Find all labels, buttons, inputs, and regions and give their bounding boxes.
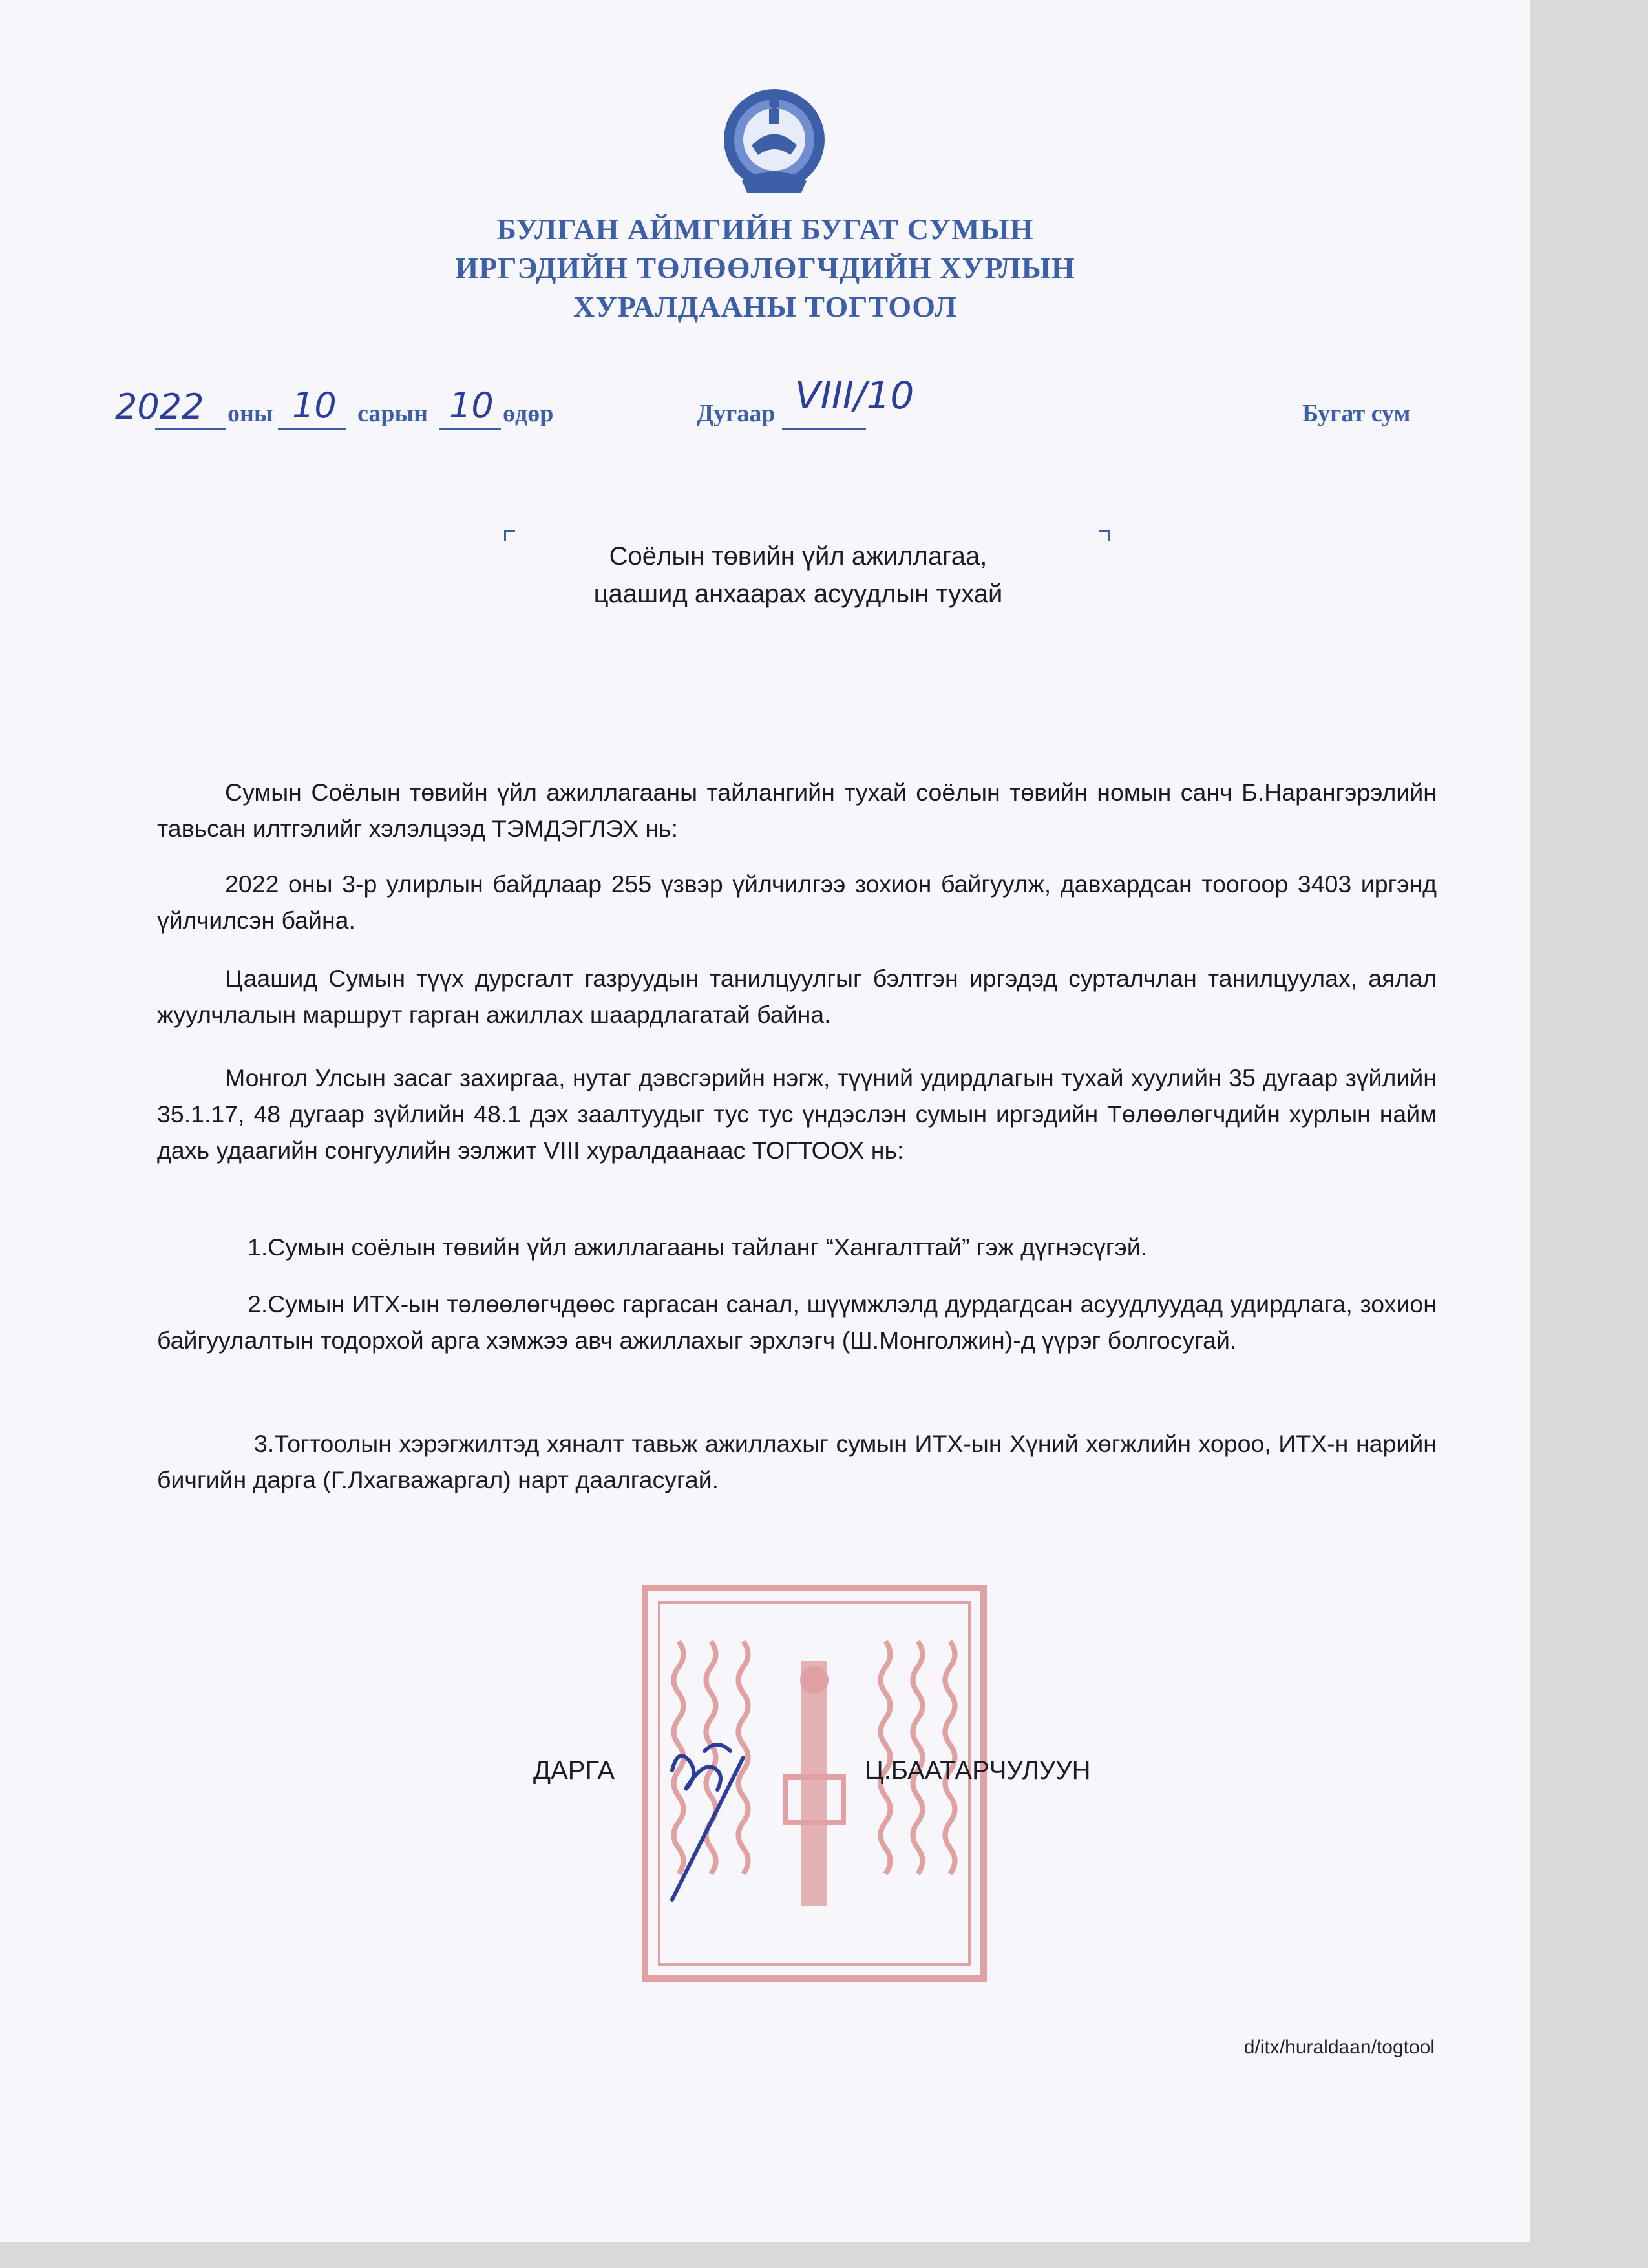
- date-day: 10: [449, 385, 494, 426]
- place: Бугат сум: [1302, 400, 1411, 427]
- file-path: d/itx/huraldaan/togtool: [1243, 2037, 1435, 2058]
- number-underline: [782, 428, 866, 430]
- document-number: VIII/10: [795, 373, 914, 417]
- date-year: 2022: [115, 386, 204, 427]
- year-suffix: оны: [227, 400, 273, 427]
- subject-line-2: цаашид анхаарах асуудлын тухай: [593, 580, 1003, 608]
- paragraph-4: Монгол Улсын засаг захиргаа, нутаг дэвсгэрийн нэгж, түүний удирдлагын тухай хуулийн 35 дугаар зүйлийн 35.1.17, 48 дугаар зүйлийн 48.1 дэх заалтуудыг тус тус үндэслэн сумын иргэдийн Төлөөлөгчдийн хурлын найм дахь удаагийн сонгуулийн ээлжит VIII хуралдаанаас ТОГТООХ нь:: [157, 1064, 1437, 1164]
- date-month: 10: [292, 385, 337, 426]
- signatory-name: Ц.БААТАРЧУЛУУН: [865, 1756, 1091, 1785]
- state-emblem-icon: [716, 84, 832, 200]
- month-suffix: сарын: [357, 400, 428, 427]
- decision-item-1: 1.Сумын соёлын төвийн үйл ажиллагааны тайланг “Хангалттай” гэж дүгнэсүгэй.: [248, 1234, 1148, 1261]
- month-underline: [278, 428, 346, 430]
- heading-line-3: ХУРАЛДААНЫ ТОГТООЛ: [573, 290, 957, 323]
- heading-line-2: ИРГЭДИЙН ТӨЛӨӨЛӨГЧДИЙН ХУРЛЫН: [455, 251, 1075, 284]
- heading-line-1: БУЛГАН АЙМГИЙН БУГАТ СУМЫН: [496, 213, 1034, 246]
- paragraph-2: 2022 оны 3-р улирлын байдлаар 255 үзвэр үйлчилгээ зохион байгуулж, давхардсан тоогоор 3403 иргэнд үйлчилсэн байна.: [157, 870, 1437, 934]
- decision-item-2: 2.Сумын ИТХ-ын төлөөлөгчдөөс гаргасан санал, шүүмжлэлд дурдагдсан асуудлуудад удирдлага, зохион байгуулалтын тодорхой арга хэмжээ авч ажиллахыг эрхлэгч (Ш.Монголжин)-д үүрэг болгосугай.: [157, 1290, 1437, 1354]
- paragraph-3: Цаашид Сумын түүх дурсгалт газруудын танилцуулгыг бэлтгэн иргэдэд сурталчлан танилцуулах, аялал жуулчлалын маршрут гарган ажиллах шаардлагатай байна.: [157, 965, 1437, 1028]
- subject-line-1: Соёлын төвийн үйл ажиллагаа,: [609, 542, 988, 571]
- number-label: Дугаар: [697, 400, 776, 427]
- paragraph-1: Сумын Соёлын төвийн үйл ажиллагааны тайлангийн тухай соёлын төвийн номын санч Б.Нарангэрэлийн тавьсан илтгэлийг хэлэлцээд ТЭМДЭГЛЭХ нь:: [157, 779, 1437, 842]
- day-underline: [439, 428, 501, 430]
- year-underline: [155, 428, 226, 430]
- day-suffix: өдөр: [503, 400, 554, 427]
- signatory-title: ДАРГА: [533, 1756, 615, 1785]
- handwritten-signature-icon: [659, 1732, 756, 1906]
- decision-item-3: 3.Тогтоолын хэрэгжилтэд хяналт тавьж ажиллахыг сумын ИТХ-ын Хүний хөгжлийн хороо, ИТХ-н нарийн бичгийн дарга (Г.Лхагважаргал) нарт даалгасугай.: [157, 1430, 1437, 1493]
